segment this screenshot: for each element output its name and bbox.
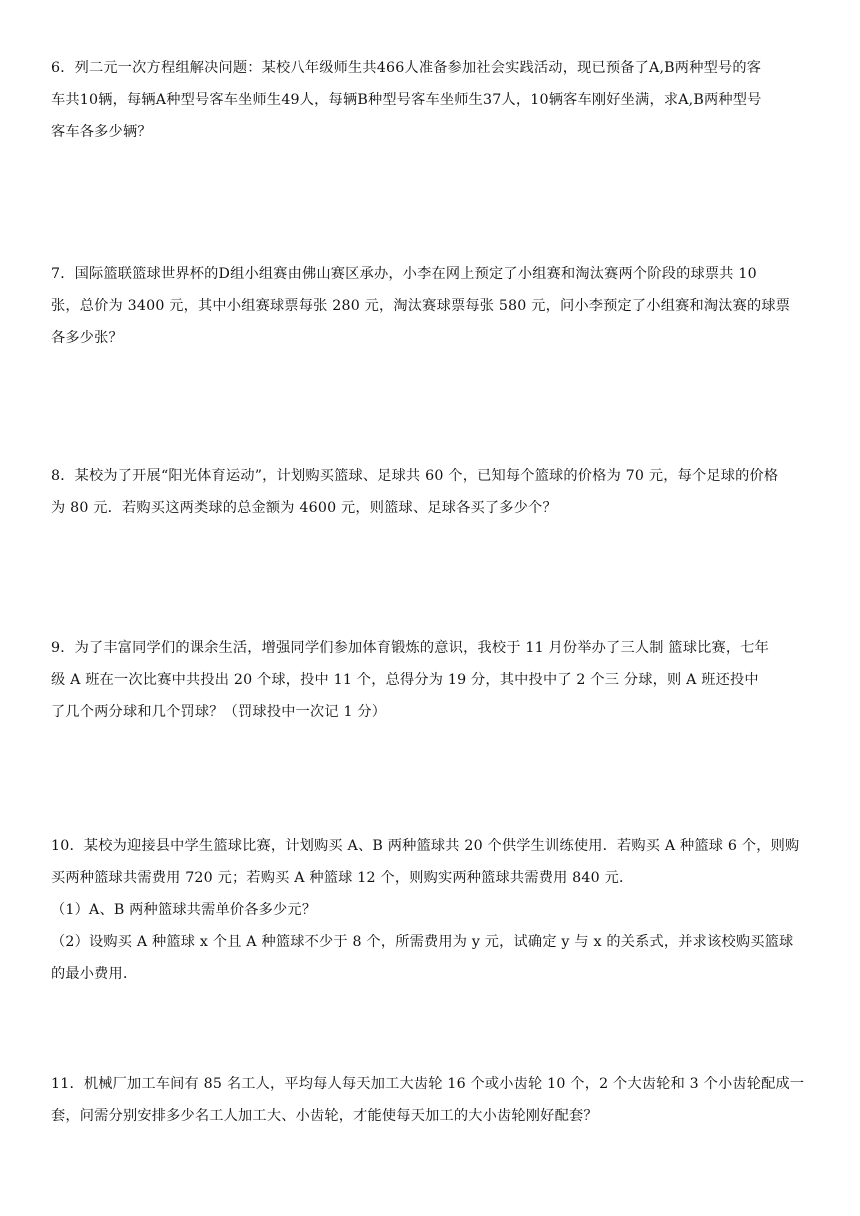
problem-6-line-2: 车共10辆，每辆A种型号客车坐师生49人，每辆B种型号客车坐师生37人，10辆客车刚好坐满，求A,B两种型号: [51, 92, 762, 108]
problem-8-line-1: 8．某校为了开展“阳光体育运动”，计划购买篮球、足球共 60 个，已知每个篮球的价格为 70 元，每个足球的价格: [51, 468, 779, 484]
problem-8-line-2: 为 80 元．若购买这两类球的总金额为 4600 元，则篮球、足球各买了多少个？: [51, 500, 557, 516]
problem-7-line-1: 7．国际篮联篮球世界杯的D组小组赛由佛山赛区承办，小李在网上预定了小组赛和淘汰赛两个阶段的球票共 10: [51, 266, 757, 282]
problem-9-line-3: 了几个两分球和几个罚球？（罚球投中一次记 1 分）: [51, 704, 387, 720]
problem-7-line-3: 各多少张？: [51, 330, 123, 346]
problem-9: [51, 632, 811, 728]
problem-7: [51, 258, 811, 354]
problem-10-subquestion-2-line-1: （2）设购买 A 种篮球 x 个且 A 种篮球不少于 8 个，所需费用为 y 元，试确定 y 与 x 的关系式，并求该校购买篮球: [51, 934, 794, 950]
problem-10-subquestion-2-line-2: 的最小费用．: [51, 966, 138, 982]
problem-11-line-2: 套，问需分别安排多少名工人加工大、小齿轮，才能使每天加工的大小齿轮刚好配套？: [51, 1108, 598, 1124]
problem-10-line-1: 10．某校为迎接县中学生篮球比赛，计划购买 A、B 两种篮球共 20 个供学生训练使用．若购买 A 种篮球 6 个，则购: [51, 838, 800, 854]
problem-6: [51, 52, 811, 148]
problem-7-line-2: 张，总价为 3400 元，其中小组赛球票每张 280 元，淘汰赛球票每张 580 元，问小李预定了小组赛和淘汰赛的球票: [51, 298, 791, 314]
problem-6-line-1: 6．列二元一次方程组解决问题：某校八年级师生共466人准备参加社会实践活动，现已预备了A,B两种型号的客: [51, 60, 762, 76]
problem-6-line-3: 客车各多少辆？: [51, 124, 152, 140]
problem-11-line-1: 11．机械厂加工车间有 85 名工人，平均每人每天加工大齿轮 16 个或小齿轮 10 个，2 个大齿轮和 3 个小齿轮配成一: [51, 1076, 805, 1092]
problem-10-subquestion-1: （1）A、B 两种篮球共需单价各多少元？: [51, 902, 317, 918]
problem-9-line-1: 9．为了丰富同学们的课余生活，增强同学们参加体育锻炼的意识，我校于 11 月份举办了三人制 篮球比赛，七年: [51, 640, 770, 656]
problem-11: [51, 1068, 811, 1132]
problem-10-line-2: 买两种篮球共需费用 720 元；若购买 A 种篮球 12 个，则购实两种篮球共需费用 840 元．: [51, 870, 634, 886]
problem-8: [51, 460, 811, 524]
problem-9-line-2: 级 A 班在一次比赛中共投出 20 个球，投中 11 个，总得分为 19 分，其中投中了 2 个三 分球，则 A 班还投中: [51, 672, 759, 688]
problem-10: [51, 830, 811, 990]
